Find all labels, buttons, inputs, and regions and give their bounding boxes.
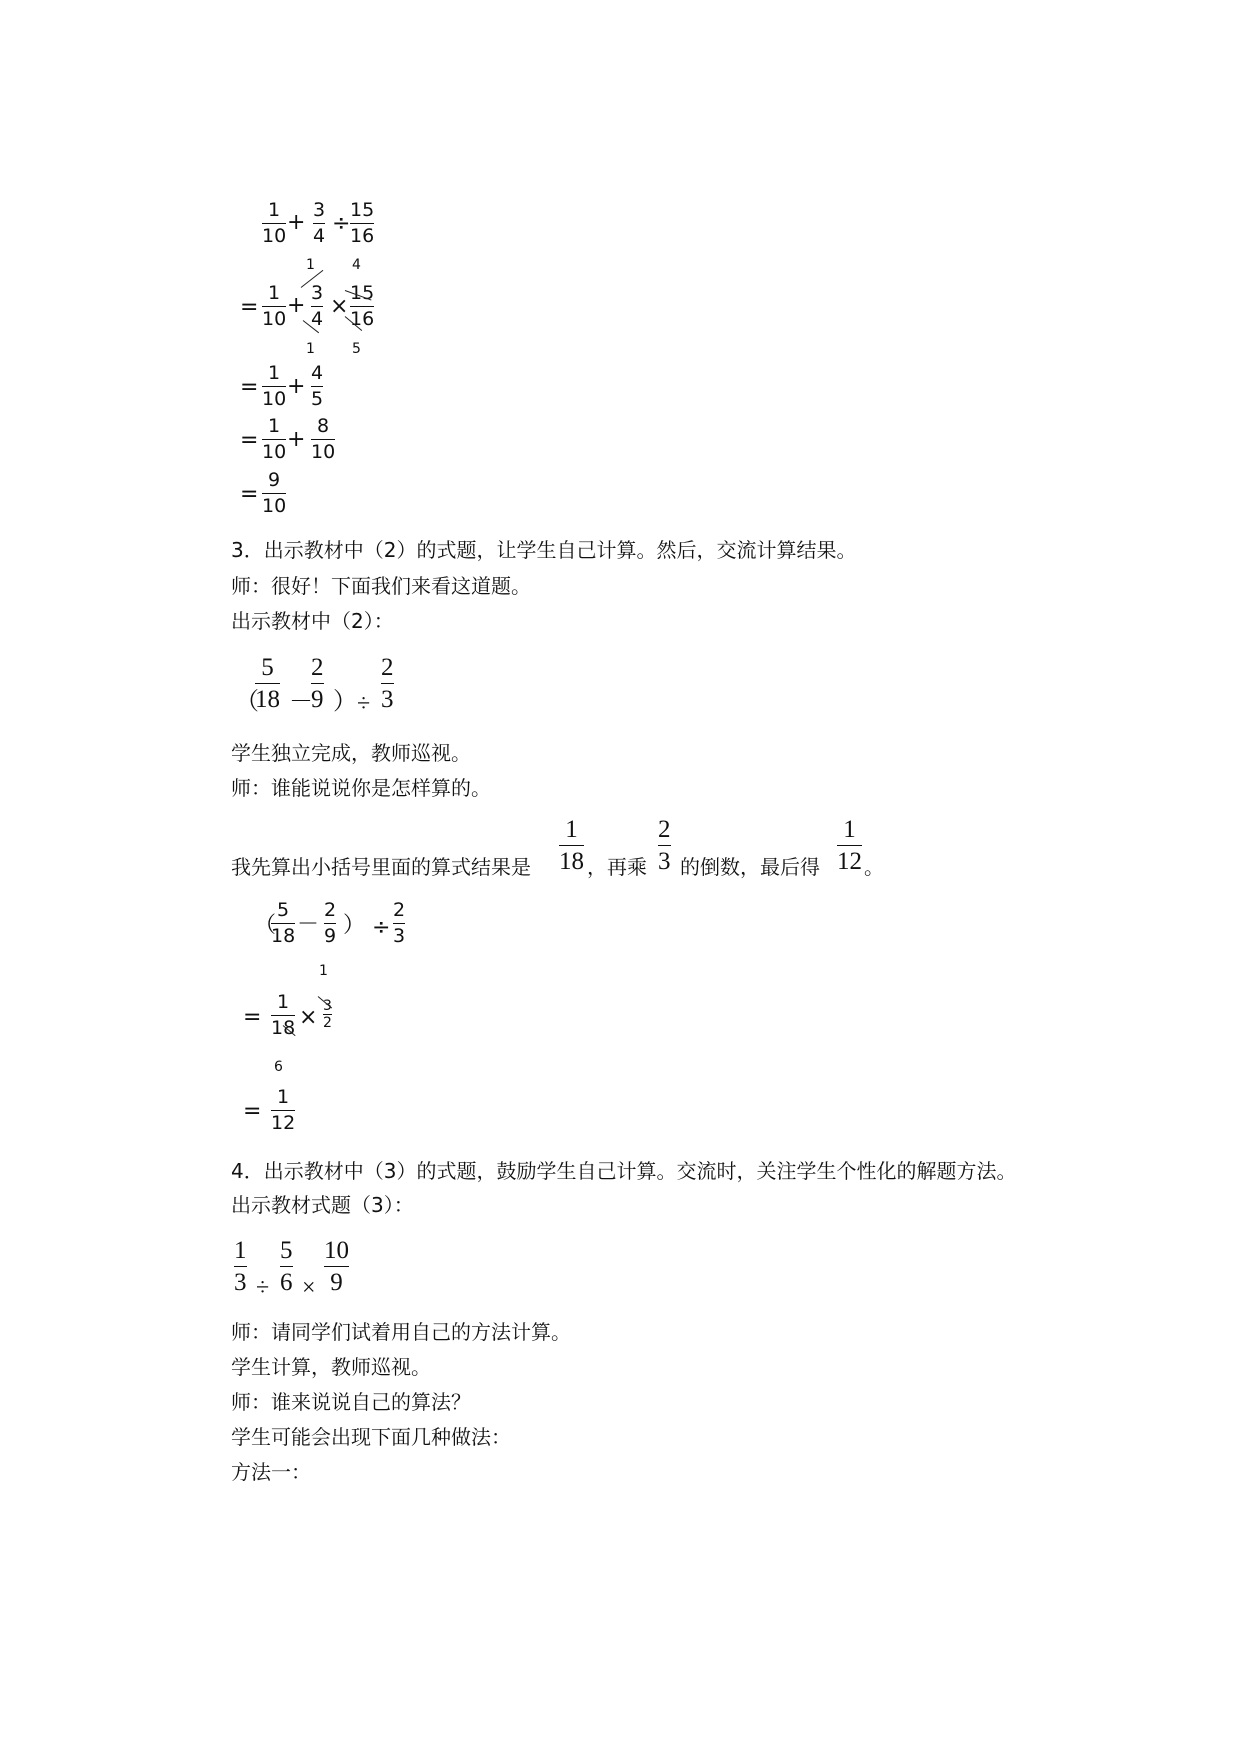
numerator: 5 <box>261 654 274 681</box>
numerator: 4 <box>311 362 324 384</box>
teacher-line: 师：谁来说说自己的算法？ <box>231 1390 471 1414</box>
numerator: 1 <box>234 1237 247 1264</box>
paragraph: 4．出示教材中（3）的式题，鼓励学生自己计算。交流时，关注学生个性化的解题方法。 <box>231 1159 1017 1183</box>
numerator: 1 <box>277 991 290 1013</box>
numerator: 1 <box>268 282 281 304</box>
numerator: 2 <box>393 899 406 921</box>
paragraph: 3．出示教材中（2）的式题，让学生自己计算。然后，交流计算结果。 <box>231 538 857 562</box>
equals-sign: = <box>240 295 259 320</box>
denominator: 4 <box>311 308 324 330</box>
numerator: 5 <box>280 1237 293 1264</box>
fraction <box>262 201 286 246</box>
denominator: 5 <box>311 388 324 410</box>
numerator: 1 <box>268 362 281 384</box>
cancel-number: 1 <box>306 257 315 273</box>
fraction <box>311 284 323 329</box>
fraction <box>381 655 394 712</box>
equals-sign: = <box>240 375 259 400</box>
numerator: 1 <box>277 1086 290 1108</box>
right-paren: ） <box>333 689 357 715</box>
cancel-number: 5 <box>352 341 361 357</box>
cancel-number: 6 <box>274 1059 283 1075</box>
numerator: 3 <box>313 199 326 221</box>
denominator: 2 <box>323 1015 332 1031</box>
equals-sign: = <box>243 1005 262 1030</box>
equals-sign: = <box>240 482 259 507</box>
fraction <box>311 364 323 409</box>
numerator: 2 <box>311 654 324 681</box>
fraction <box>350 201 374 246</box>
numerator: 10 <box>324 1237 349 1264</box>
fraction <box>262 364 286 409</box>
numerator: 1 <box>565 816 578 843</box>
denominator: 10 <box>262 495 287 517</box>
sentence-part: 我先算出小括号里面的算式结果是 <box>231 855 531 879</box>
numerator: 2 <box>381 654 394 681</box>
divide-sign: ÷ <box>256 1275 270 1301</box>
denominator: 10 <box>262 388 287 410</box>
denominator: 18 <box>559 848 584 875</box>
numerator: 15 <box>350 282 375 304</box>
paragraph: 方法一： <box>231 1460 311 1484</box>
paragraph: 学生可能会出现下面几种做法： <box>231 1425 511 1449</box>
sentence-part: 。 <box>864 855 884 879</box>
fraction <box>837 817 862 874</box>
sentence-part: 的倒数，最后得 <box>680 855 820 879</box>
minus-sign: － <box>297 912 320 937</box>
left-paren: （ <box>235 689 259 715</box>
numerator: 9 <box>268 469 281 491</box>
denominator: 10 <box>311 441 336 463</box>
fraction <box>311 417 335 462</box>
fraction <box>262 471 286 516</box>
cancel-number: 1 <box>319 963 328 979</box>
numerator: 5 <box>277 899 290 921</box>
numerator: 15 <box>350 199 375 221</box>
paragraph: 出示教材式题（3）： <box>231 1193 414 1217</box>
denominator: 3 <box>381 686 394 713</box>
denominator: 9 <box>311 686 324 713</box>
numerator: 1 <box>268 415 281 437</box>
denominator: 3 <box>393 925 406 947</box>
paragraph: 学生独立完成，教师巡视。 <box>231 741 471 765</box>
equals-sign: = <box>243 1099 262 1124</box>
plus-sign: + <box>287 293 306 318</box>
divide-sign: ÷ <box>372 915 391 940</box>
sentence-part: ，再乘 <box>587 855 647 879</box>
divide-sign: ÷ <box>357 691 371 717</box>
fraction <box>324 901 336 946</box>
divide-sign: ÷ <box>332 211 351 236</box>
fraction <box>311 655 324 712</box>
cancel-number: 4 <box>352 257 361 273</box>
denominator: 9 <box>324 925 337 947</box>
plus-sign: + <box>287 427 306 452</box>
fraction <box>271 1088 295 1133</box>
teacher-line: 师：请同学们试着用自己的方法计算。 <box>231 1320 571 1344</box>
numerator: 1 <box>268 199 281 221</box>
numerator: 3 <box>323 998 332 1014</box>
teacher-line: 师：谁能说说你是怎样算的。 <box>231 776 491 800</box>
multiply-sign: × <box>330 294 349 319</box>
fraction <box>262 284 286 329</box>
plus-sign: + <box>287 374 306 399</box>
denominator: 16 <box>350 308 375 330</box>
paragraph: 出示教材中（2）： <box>231 609 394 633</box>
numerator: 1 <box>843 816 856 843</box>
fraction <box>255 655 280 712</box>
denominator: 6 <box>280 1269 293 1296</box>
numerator: 8 <box>317 415 330 437</box>
equals-sign: = <box>240 428 259 453</box>
denominator: 18 <box>271 1017 296 1039</box>
fraction <box>658 817 671 874</box>
cancel-number: 1 <box>306 341 315 357</box>
denominator: 10 <box>262 225 287 247</box>
denominator: 10 <box>262 441 287 463</box>
multiply-sign: × <box>299 1005 318 1030</box>
denominator: 4 <box>313 225 326 247</box>
numerator: 2 <box>324 899 337 921</box>
fraction <box>271 901 295 946</box>
denominator: 9 <box>330 1269 343 1296</box>
denominator: 3 <box>658 848 671 875</box>
denominator: 3 <box>234 1269 247 1296</box>
teacher-line: 师：很好！下面我们来看这道题。 <box>231 574 531 598</box>
numerator: 2 <box>658 816 671 843</box>
numerator: 3 <box>311 282 324 304</box>
denominator: 18 <box>271 925 296 947</box>
plus-sign: + <box>287 210 306 235</box>
paragraph: 学生计算，教师巡视。 <box>231 1355 431 1379</box>
minus-sign: － <box>289 689 313 715</box>
fraction <box>280 1238 293 1295</box>
fraction <box>313 201 325 246</box>
fraction <box>393 901 405 946</box>
denominator: 12 <box>837 848 862 875</box>
denominator: 12 <box>271 1112 296 1134</box>
fraction <box>324 1238 349 1295</box>
left-paren: （ <box>254 913 277 938</box>
right-paren: ） <box>343 913 366 938</box>
multiply-sign: × <box>302 1275 316 1301</box>
denominator: 18 <box>255 686 280 713</box>
denominator: 10 <box>262 308 287 330</box>
fraction <box>234 1238 247 1295</box>
fraction <box>559 817 584 874</box>
fraction <box>262 417 286 462</box>
denominator: 16 <box>350 225 375 247</box>
